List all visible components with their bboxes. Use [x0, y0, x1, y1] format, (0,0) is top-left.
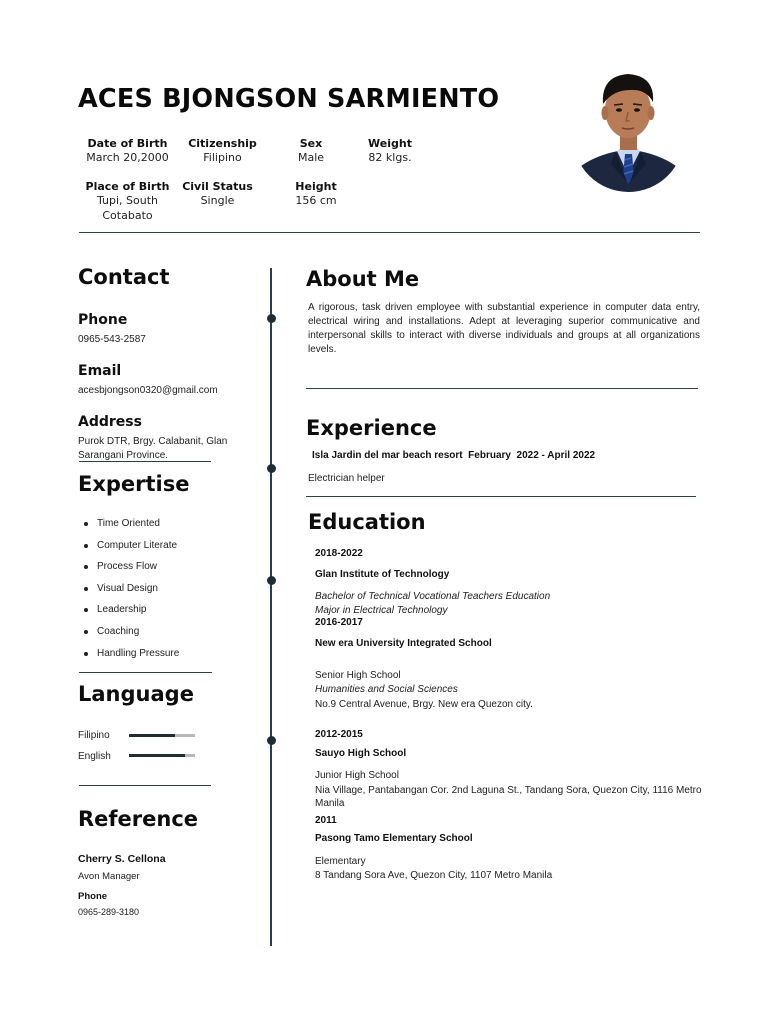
info-label: Sex [299, 137, 323, 150]
education-level: Senior High School [315, 670, 401, 681]
education-years: 2011 [315, 815, 337, 826]
address-label: Address [78, 414, 142, 430]
expertise-item: Computer Literate [79, 539, 219, 561]
phone-label: Phone [78, 312, 128, 328]
language-name: English [78, 751, 111, 762]
education-years: 2016-2017 [315, 617, 363, 628]
info-label: Citizenship [188, 137, 257, 150]
education-major: Major in Electrical Technology [315, 605, 448, 616]
education-school: Glan Institute of Technology [315, 569, 450, 580]
info-label: Civil Status [182, 180, 253, 193]
profile-photo [573, 72, 684, 192]
info-weight [358, 137, 422, 166]
expertise-item: Process Flow [79, 560, 219, 582]
address-line-1: Purok DTR, Brgy. Calabanit, Glan [78, 436, 228, 447]
education-address-line-2: Manila [315, 798, 345, 809]
timeline-dot [267, 314, 276, 323]
contact-heading: Contact [78, 265, 170, 289]
education-address: 8 Tandang Sora Ave, Quezon City, 1107 Metro Manila [315, 870, 553, 881]
about-divider [306, 388, 698, 389]
timeline-dot [267, 464, 276, 473]
expertise-item: Coaching [79, 625, 219, 647]
info-place-of-birth [84, 180, 171, 223]
reference-name: Cherry S. Cellona [78, 853, 166, 865]
language-level-bar [129, 754, 195, 757]
header-divider [79, 232, 700, 233]
language-divider [79, 785, 211, 786]
reference-phone-label: Phone [78, 891, 108, 902]
language-level-fill [129, 754, 185, 757]
expertise-item: Handling Pressure [79, 647, 219, 669]
language-heading: Language [78, 682, 194, 706]
info-label: Place of Birth [85, 180, 170, 193]
experience-heading: Experience [306, 416, 437, 440]
education-level: Junior High School [315, 770, 399, 781]
info-value: Single [200, 194, 235, 207]
education-heading: Education [308, 510, 426, 534]
education-address: No.9 Central Avenue, Brgy. New era Quezon city. [315, 699, 533, 710]
about-heading: About Me [306, 267, 420, 291]
info-civil-status [175, 180, 260, 209]
education-strand: Humanities and Social Sciences [315, 684, 458, 695]
info-value: Male [297, 151, 325, 164]
timeline-line [270, 268, 272, 946]
resume-name: ACES BJONGSON SARMIENTO [78, 84, 500, 114]
phone-value: 0965-543-2587 [78, 334, 146, 345]
expertise-item: Time Oriented [79, 517, 219, 539]
reference-role: Avon Manager [78, 871, 140, 882]
info-label: Date of Birth [87, 137, 168, 150]
education-level: Elementary [315, 856, 366, 867]
expertise-item: Leadership [79, 603, 219, 625]
info-height [281, 180, 351, 209]
info-label: Height [295, 180, 337, 193]
info-sex [276, 137, 346, 166]
info-citizenship [175, 137, 270, 166]
info-value: 156 cm [295, 194, 337, 207]
contact-divider [79, 461, 211, 462]
education-school: New era University Integrated School [315, 638, 492, 649]
education-school: Sauyo High School [315, 748, 407, 759]
expertise-item: Visual Design [79, 582, 219, 604]
email-label: Email [78, 363, 122, 379]
education-degree: Bachelor of Technical Vocational Teachers Education [315, 591, 551, 602]
email-value: acesbjongson0320@gmail.com [78, 385, 218, 396]
expertise-heading: Expertise [78, 472, 190, 496]
info-value: March 20,2000 [86, 151, 169, 164]
experience-role: Electrician helper [308, 473, 385, 484]
timeline-dot [267, 576, 276, 585]
experience-divider [306, 496, 696, 497]
language-name: Filipino [78, 730, 110, 741]
education-years: 2012-2015 [315, 729, 363, 740]
about-text: A rigorous, task driven employee with substantial experience in computer data entry, electrical wiring and installations. Adept at leveraging superior communicative and interpersonal skills to interact with diverse individuals and groups at all organizations levels. [308, 302, 700, 355]
info-date-of-birth [80, 137, 175, 166]
reference-heading: Reference [78, 807, 199, 831]
education-address-line-1: Nia Village, Pantabangan Cor. 2nd Laguna St., Tandang Sora, Quezon City, 1116 Metro [315, 785, 702, 796]
info-value: Filipino [203, 151, 242, 164]
education-school: Pasong Tamo Elementary School [315, 833, 473, 844]
info-label: Weight [368, 137, 412, 150]
language-level-bar [129, 734, 195, 737]
info-value: Tupi, South Cotabato [96, 194, 159, 222]
timeline-dot [267, 736, 276, 745]
reference-phone: 0965-289-3180 [78, 907, 140, 917]
language-level-fill [129, 734, 175, 737]
education-years: 2018-2022 [315, 548, 363, 559]
info-value: 82 klgs. [368, 151, 412, 164]
experience-entry: Isla Jardin del mar beach resort February 2022 - April 2022 [312, 450, 596, 461]
expertise-list [79, 517, 219, 668]
expertise-divider [79, 672, 212, 673]
address-line-2: Sarangani Province. [78, 450, 169, 461]
